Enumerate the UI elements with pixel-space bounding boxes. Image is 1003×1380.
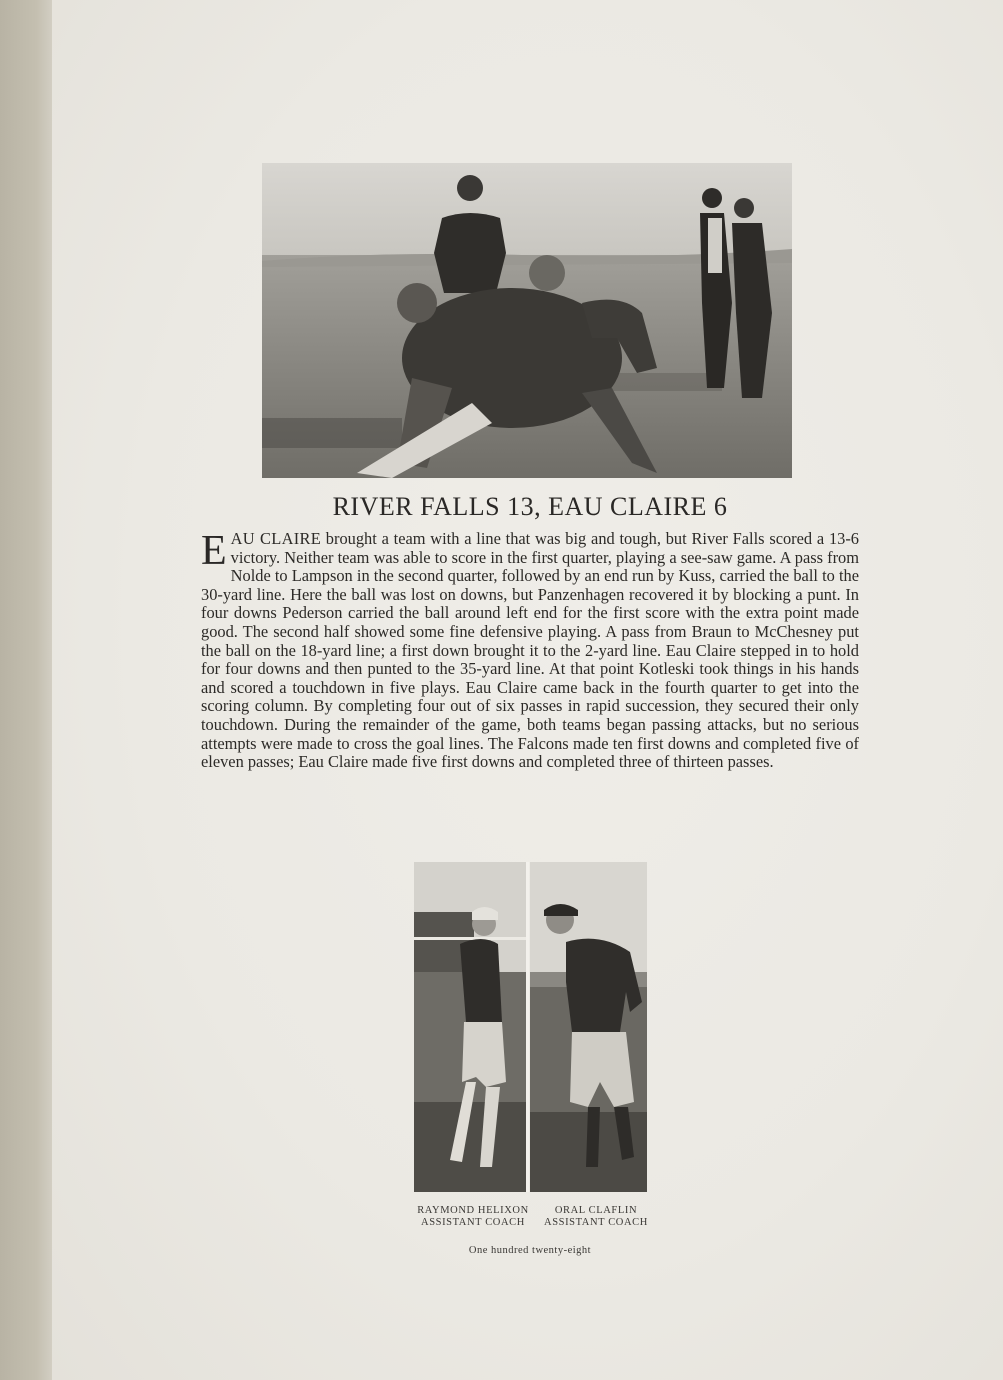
coach-caption-claflin <box>534 1205 658 1229</box>
game-recap <box>201 530 859 772</box>
coach-photo-claflin <box>530 862 647 1192</box>
coach-role: ASSISTANT COACH <box>544 1217 648 1228</box>
game-title: RIVER FALLS 13, EAU CLAIRE 6 <box>332 492 728 521</box>
page-number: One hundred twenty-eight <box>468 1245 592 1256</box>
coach-role: ASSISTANT COACH <box>421 1217 525 1228</box>
photo-divider <box>526 862 529 1192</box>
coach-photo-helixon <box>414 862 526 1192</box>
coach-name: RAYMOND HELIXON <box>417 1205 529 1216</box>
drop-cap: E <box>201 528 227 574</box>
coach-name: ORAL CLAFLIN <box>554 1205 638 1216</box>
football-game-photo <box>262 163 792 478</box>
lead-words: AU CLAIRE <box>230 529 322 548</box>
book-binding-edge <box>0 0 52 1380</box>
coach-caption-helixon <box>404 1205 542 1229</box>
recap-text: brought a team with a line that was big and tough, but River Falls scored a 13-6 victory. Neither team was able to score in the first quarter, playing a see-saw game. A pass from Nolde to Lampson in the second quarter, followed by an end run by Kuss, carried the ball to the 30-yard line. Here the ball was lost on downs, but Panzenhagen recovered it by blocking a punt. In four downs Pederson carried the ball around left end for the first score with the extra point made good. The second half showed some fine defensive playing. A pass from Braun to McChesney put the ball on the 18-yard line; a first down brought it to the 2-yard line. Eau Claire stepped in to hold for four downs and then punted to the 35-yard line. At that point Kotleski took things in his hands and scored a touchdown in five plays. Eau Claire came back in the fourth quarter to get into the scoring column. By completing four out of six passes in rapid succession, they secured their only touchdown. During the remainder of the game, both teams began passing attacks, but no serious attempts were made to cross the goal lines. The Falcons made ten first downs and completed five of eleven passes; Eau Claire made five first downs and completed three of thirteen passes. <box>201 529 860 772</box>
